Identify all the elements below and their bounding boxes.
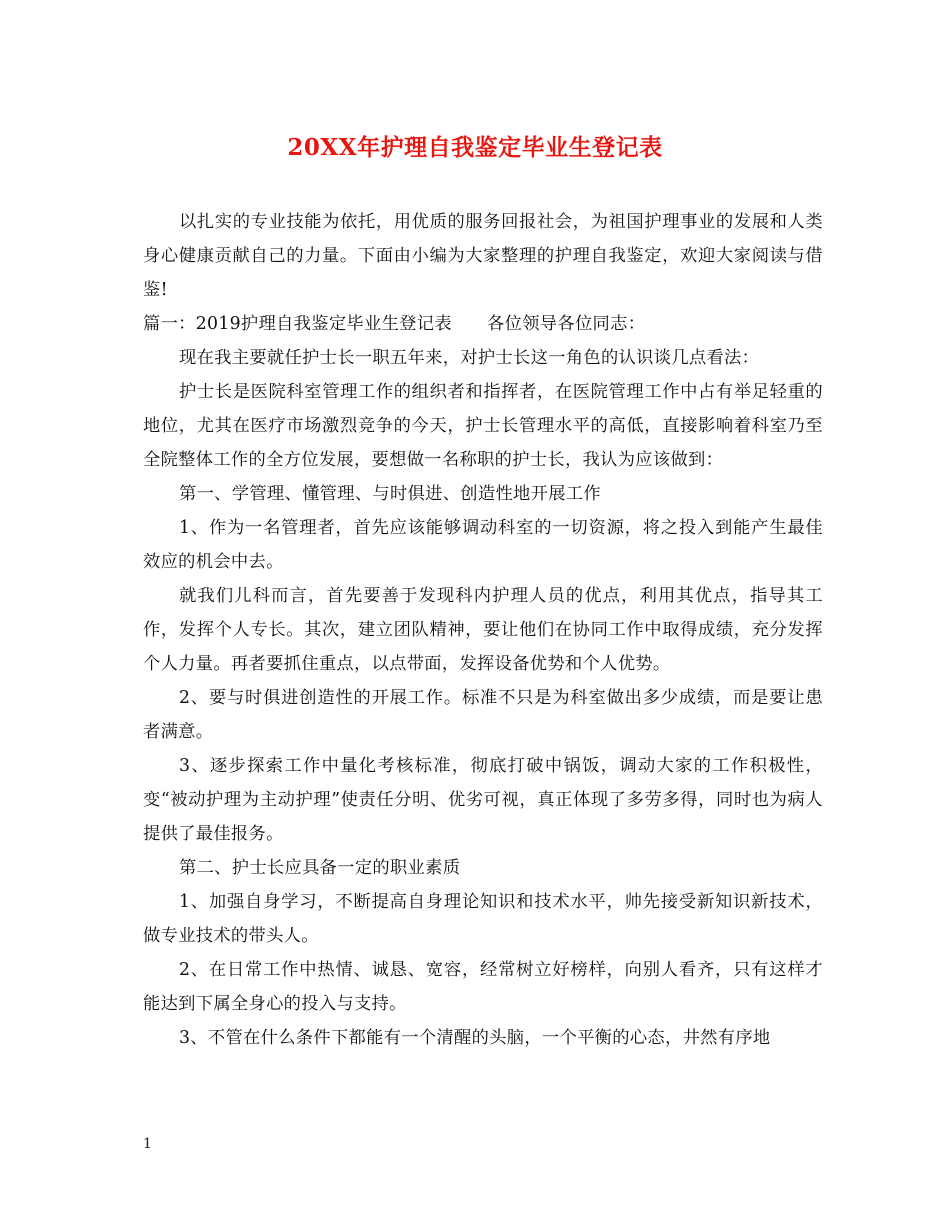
paragraph: 2、要与时俱进创造性的开展工作。标准不只是为科室做出多少成绩，而是要让患者满意。 [143, 688, 823, 742]
document-title: 20XX年护理自我鉴定毕业生登记表 [287, 134, 663, 161]
paragraph: 3、逐步探索工作中量化考核标准，彻底打破中锅饭，调动大家的工作积极性，变“被动护理为主动护理”使责任分明、优劣可视，真正体现了多劳多得，同时也为病人提供了最佳报务。 [143, 756, 823, 844]
paragraph: 就我们儿科而言，首先要善于发现科内护理人员的优点，利用其优点，指导其工作，发挥个人专长。其次，建立团队精神，要让他们在协同工作中取得成绩，充分发挥个人力量。再者要抓住重点，以点带面，发挥设备优势和个人优势。 [143, 586, 823, 674]
paragraph: 篇一：2019护理自我鉴定毕业生登记表 各位领导各位同志： [143, 314, 646, 334]
section-heading: 第二、护士长应具备一定的职业素质 [179, 858, 461, 878]
paragraph: 以扎实的专业技能为依托，用优质的服务回报社会，为祖国护理事业的发展和人类身心健康贡献自己的力量。下面由小编为大家整理的护理自我鉴定，欢迎大家阅读与借鉴! [143, 212, 823, 300]
paragraph: 2、在日常工作中热情、诚恳、宽容，经常树立好榜样，向别人看齐，只有这样才能达到下属全身心的投入与支持。 [143, 960, 823, 1014]
section-heading: 第一、学管理、懂管理、与时俱进、创造性地开展工作 [179, 484, 601, 504]
paragraph: 3、不管在什么条件下都能有一个清醒的头脑，一个平衡的心态，井然有序地 [179, 1028, 771, 1048]
paragraph: 护士长是医院科室管理工作的组织者和指挥者，在医院管理工作中占有举足轻重的地位，尤其在医疗市场激烈竞争的今天，护士长管理水平的高低，直接影响着科室乃至全院整体工作的全方位发展，要想做一名称职的护士长，我认为应该做到： [143, 382, 823, 470]
paragraph: 现在我主要就任护士长一职五年来，对护士长这一角色的认识谈几点看法： [179, 348, 760, 368]
page-number: 1 [143, 1136, 152, 1152]
paragraph: 1、作为一名管理者，首先应该能够调动科室的一切资源，将之投入到能产生最佳效应的机会中去。 [143, 518, 823, 572]
document-body [143, 205, 823, 1055]
paragraph: 1、加强自身学习，不断提高自身理论知识和技术水平，帅先接受新知识新技术，做专业技术的带头人。 [143, 892, 823, 946]
